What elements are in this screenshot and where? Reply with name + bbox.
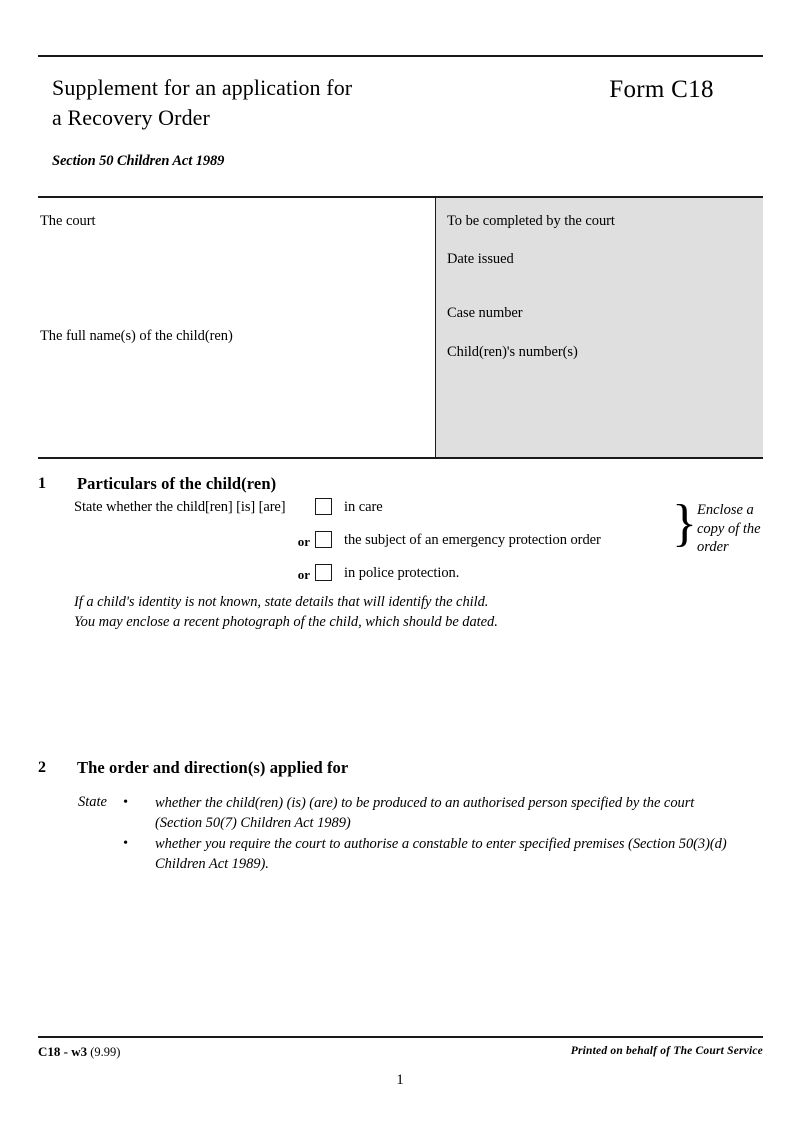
section-2-list: [123, 793, 743, 875]
section-2-number: 2: [38, 759, 46, 776]
section-1-note: [74, 592, 714, 632]
list-item: [123, 834, 743, 874]
checkbox-row-police-protection: [282, 563, 702, 585]
section-1-lead-text: State whether the child[ren] [is] [are]: [74, 499, 286, 515]
footer-revision: (9.99): [90, 1045, 121, 1059]
form-code: Form C18: [609, 76, 714, 103]
checkbox-police-protection[interactable]: [315, 564, 332, 581]
or-label-2: or: [297, 534, 310, 549]
case-number-label: Case number: [447, 305, 523, 321]
checkbox-label-police-protection: in police protection.: [344, 565, 460, 581]
section-2-heading: The order and direction(s) applied for: [77, 758, 349, 777]
court-label: The court: [40, 213, 96, 229]
header-top-rule: [38, 55, 763, 57]
checkbox-in-care[interactable]: [315, 498, 332, 515]
checkbox-row-in-care: [282, 497, 702, 519]
footer-form-id: [38, 1044, 120, 1060]
date-issued-label: Date issued: [447, 251, 514, 267]
enclose-order-note: Enclose a copy of the order: [697, 502, 761, 555]
page-number: 1: [396, 1072, 404, 1088]
section-1-heading: Particulars of the child(ren): [77, 474, 277, 493]
court-use-panel: [435, 198, 763, 457]
act-reference: Section 50 Children Act 1989: [52, 153, 225, 169]
list-item-text: whether you require the court to authorise a constable to enter specified premises (Section 50(3)(d) Children Act 1989).: [155, 836, 727, 872]
court-panel-heading: To be completed by the court: [447, 213, 615, 229]
brace-icon: }: [672, 495, 697, 552]
child-names-label: The full name(s) of the child(ren): [40, 328, 233, 344]
section-1-number: 1: [38, 475, 46, 492]
children-numbers-label: Child(ren)'s number(s): [447, 344, 578, 360]
bullet-icon: •: [123, 836, 128, 851]
court-table-bottom-rule: [38, 457, 763, 459]
bullet-icon: •: [123, 795, 128, 810]
list-item-text: whether the child(ren) (is) (are) to be produced to an authorised person specified by the court (Section 50(7) Children Act 1989): [155, 795, 695, 831]
page-title-line-1: Supplement for an application for: [52, 75, 353, 100]
checkbox-row-emergency-protection-order: [282, 530, 702, 552]
page-title: [52, 73, 472, 133]
page-title-line-2: a Recovery Order: [52, 105, 210, 130]
checkbox-label-in-care: in care: [344, 499, 383, 515]
list-item: [123, 793, 743, 833]
footer-printed-by: Printed on behalf of The Court Service: [570, 1045, 763, 1057]
checkbox-label-emergency-protection-order: the subject of an emergency protection order: [344, 532, 601, 548]
or-label-3: or: [297, 567, 310, 582]
section-2-state-label: State: [78, 794, 107, 810]
footer-form-code: C18 - w3: [38, 1044, 88, 1059]
checkbox-emergency-protection-order[interactable]: [315, 531, 332, 548]
footer-rule: [38, 1036, 763, 1038]
section-1-note-line-2: You may enclose a recent photograph of the child, which should be dated.: [74, 614, 498, 630]
section-1-note-line-1: If a child's identity is not known, state details that will identify the child.: [74, 594, 489, 610]
